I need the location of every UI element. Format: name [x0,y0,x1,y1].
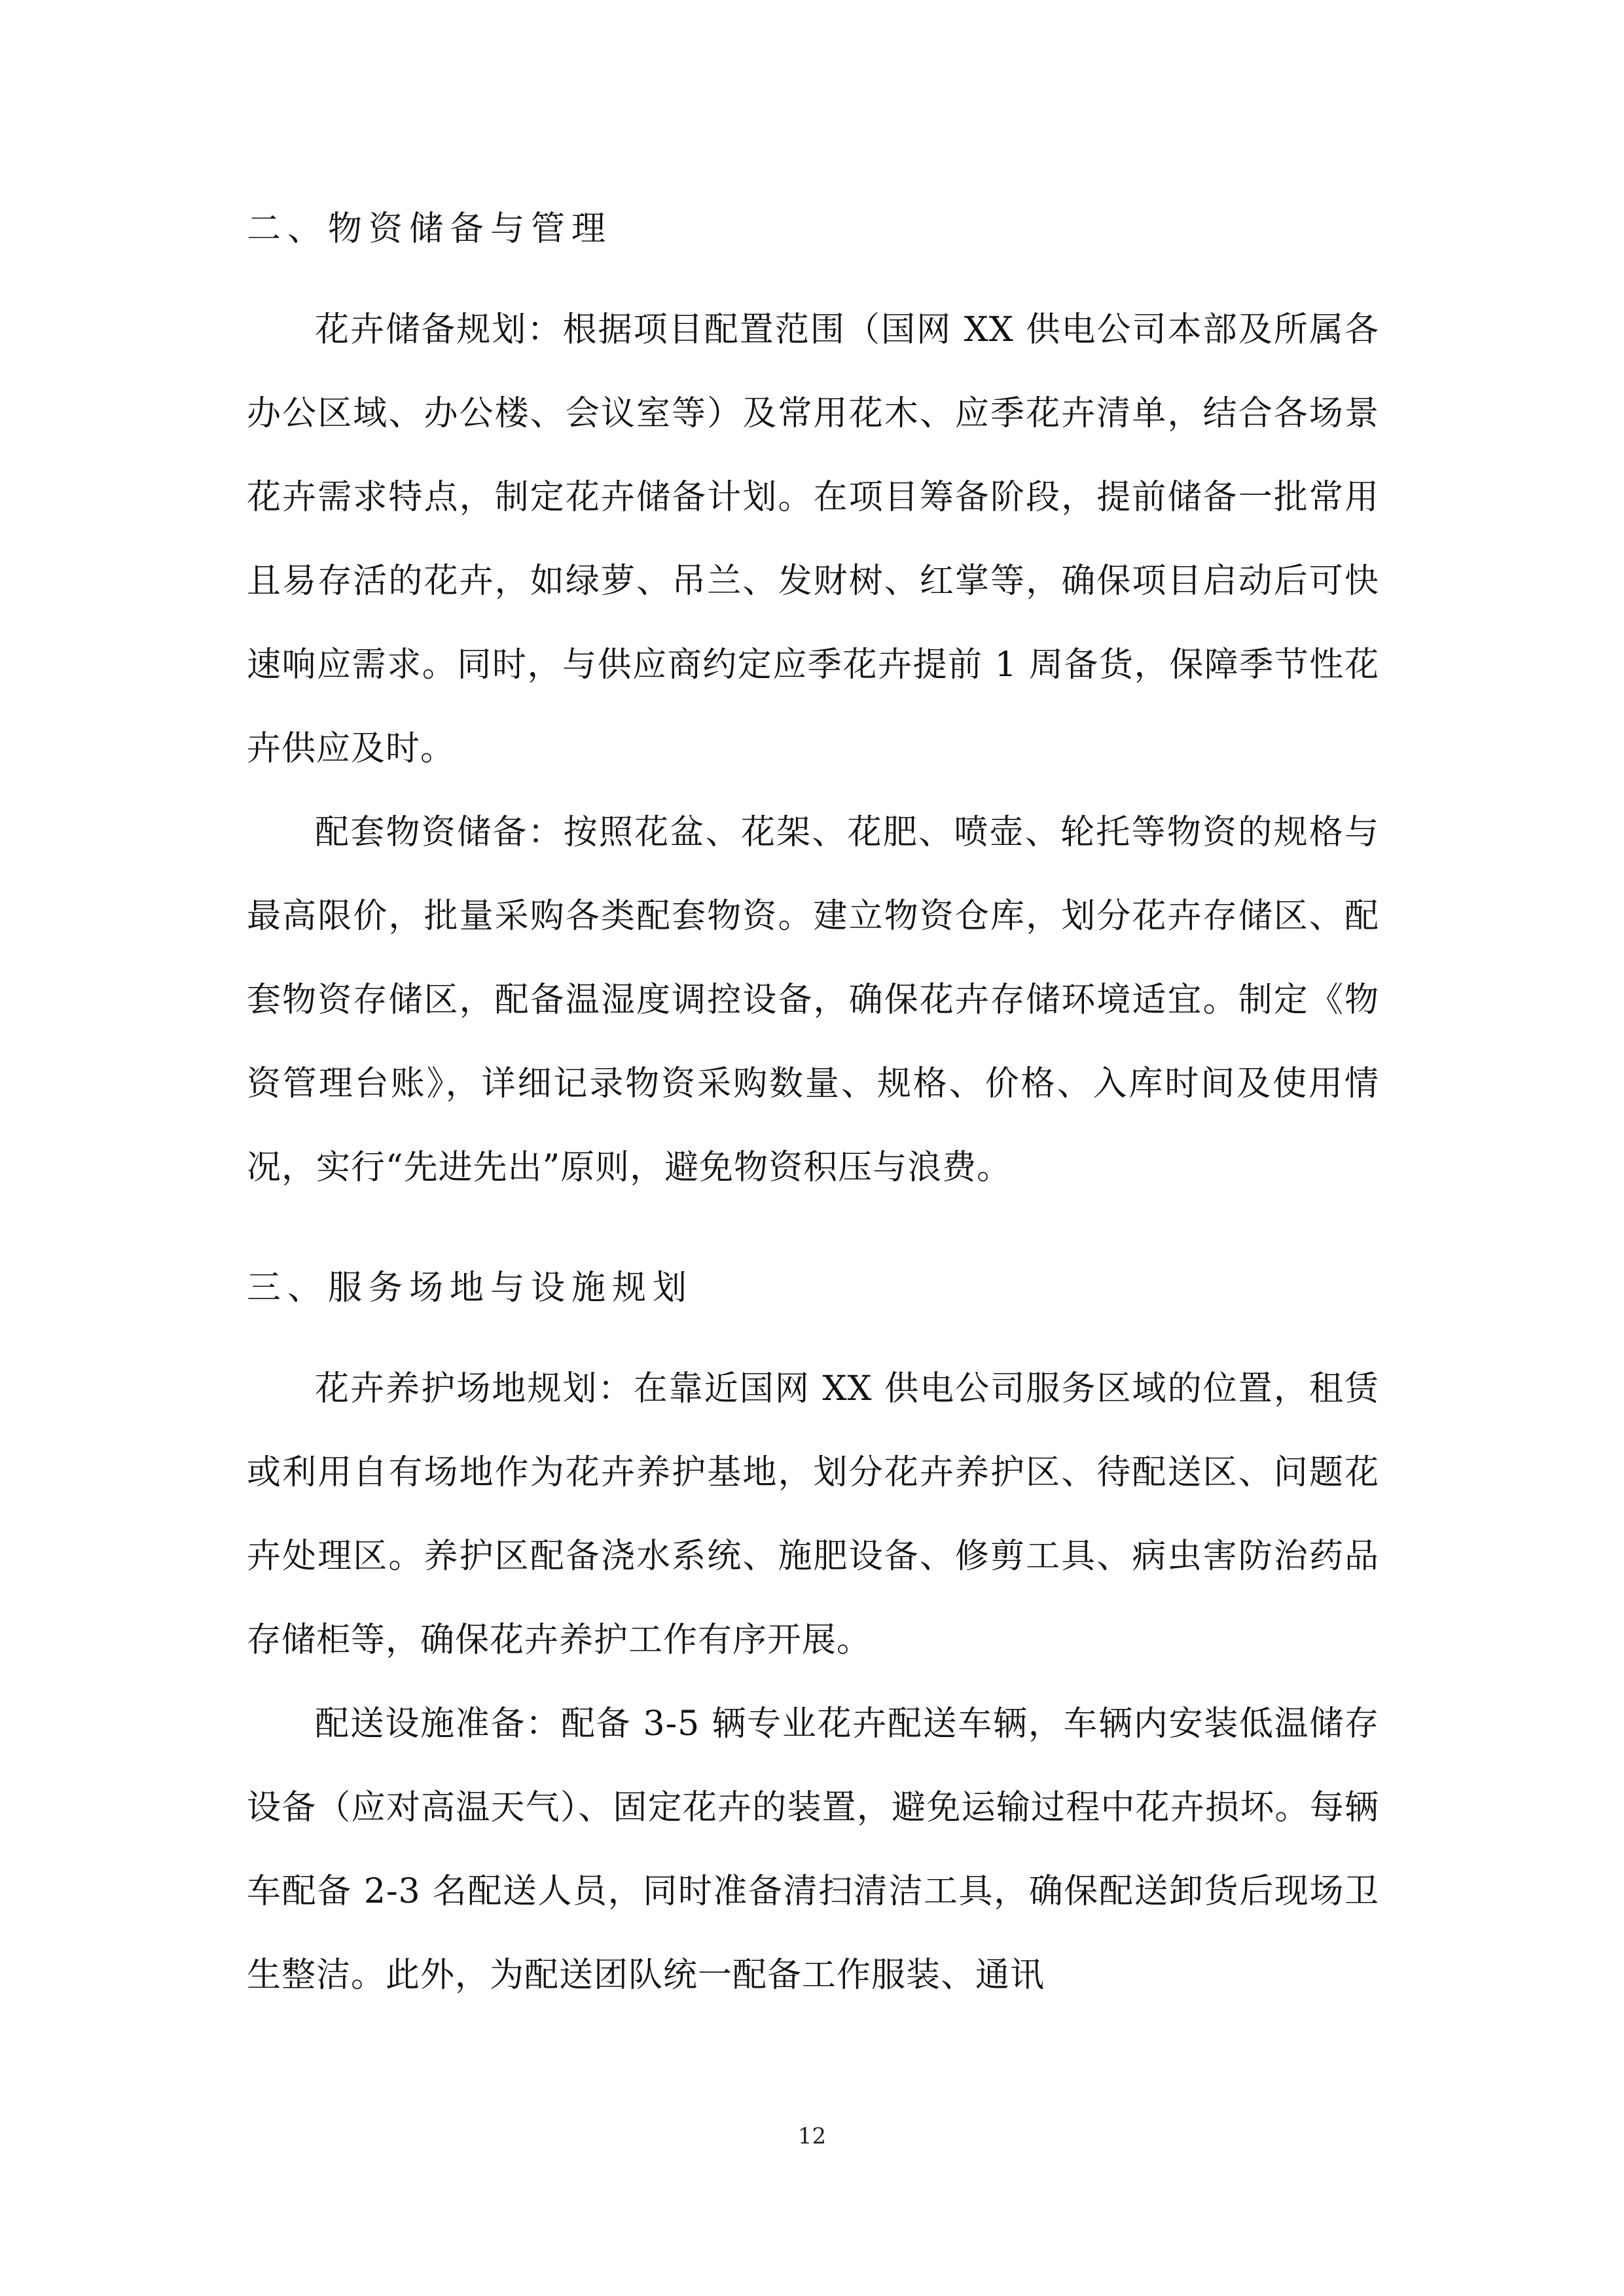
paragraph-supporting-materials: 配套物资储备：按照花盆、花架、花肥、喷壶、轮托等物资的规格与最高限价，批量采购各类配套物资。建立物资仓库，划分花卉存储区、配套物资存储区，配备温湿度调控设备，确保花卉存储环境适宜。制定《物资管理台账》，详细记录物资采购数量、规格、价格、入库时间及使用情况，实行“先进先出”原则，避免物资积压与浪费。 [247,813,1379,1187]
paragraph-delivery-facilities: 配送设施准备：配备 3-5 辆专业花卉配送车辆，车辆内安装低温储存设备（应对高温天气）、固定花卉的装置，避免运输过程中花卉损坏。每辆车配备 2-3 名配送人员，同时准备清扫清洁工具，确保配送卸货后现场卫生整洁。此外，为配送团队统一配备工作服装、通讯 [247,1704,1379,1995]
page-number: 12 [797,2123,827,2149]
paragraph-maintenance-site: 花卉养护场地规划：在靠近国网 XX 供电公司服务区域的位置，租赁或利用自有场地作为花卉养护基地，划分花卉养护区、待配送区、问题花卉处理区。养护区配备浇水系统、施肥设备、修剪工具、病虫害防治药品存储柜等，确保花卉养护工作有序开展。 [247,1369,1379,1660]
section-heading-facilities: 三、服务场地与设施规划 [247,1268,694,1308]
paragraph-flower-reserve: 花卉储备规划：根据项目配置范围（国网 XX 供电公司本部及所属各办公区域、办公楼、会议室等）及常用花木、应季花卉清单，结合各场景花卉需求特点，制定花卉储备计划。在项目筹备阶段，提前储备一批常用且易存活的花卉，如绿萝、吊兰、发财树、红掌等，确保项目启动后可快速响应需求。同时，与供应商约定应季花卉提前 1 周备货，保障季节性花卉供应及时。 [247,310,1379,768]
section-heading-materials: 二、物资储备与管理 [247,209,613,249]
page-content [247,208,1379,2017]
